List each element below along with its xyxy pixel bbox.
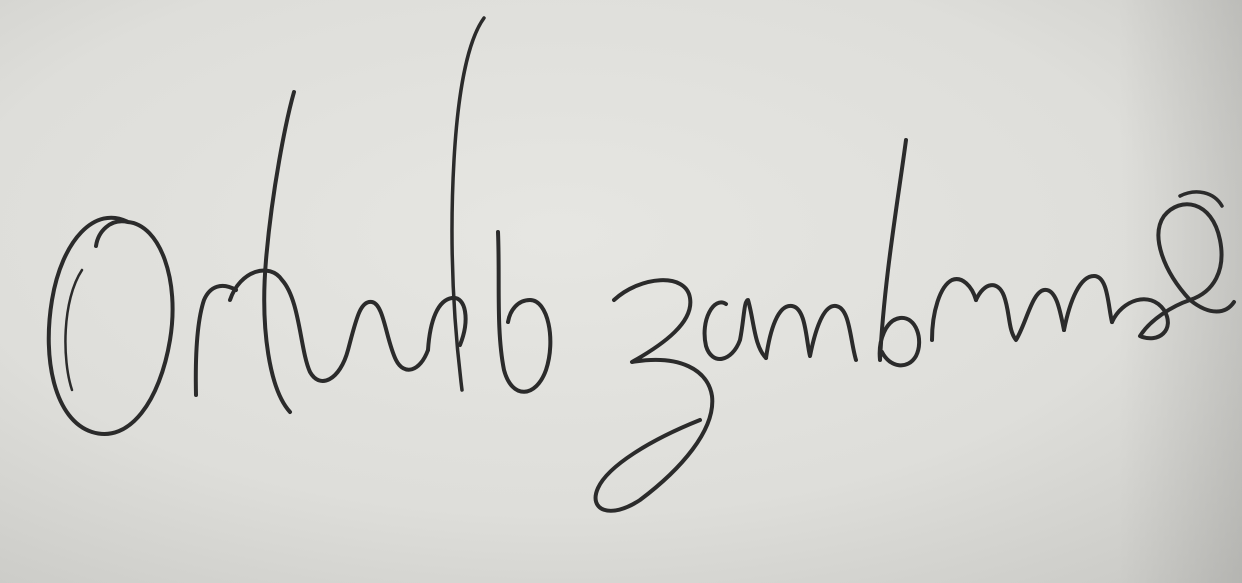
signature-stroke-o — [49, 218, 173, 434]
signature-stroke-b — [880, 140, 919, 365]
signature-stroke-an — [230, 270, 428, 380]
signature-stroke-center-ascender — [452, 18, 484, 390]
signature-stroke-a — [705, 300, 766, 359]
signature-stroke-z — [596, 280, 713, 511]
signature-stroke-o-inner — [65, 270, 82, 390]
signature-stroke-r — [196, 286, 236, 395]
signature-stroke-do — [428, 298, 466, 350]
signature-stroke-r2 — [932, 279, 976, 340]
signature-stroke-m — [766, 306, 856, 360]
signature-stroke-n — [1064, 276, 1112, 330]
signature-stroke-o-final — [1112, 204, 1234, 338]
signature-stroke-an2 — [976, 285, 1064, 340]
signature-stroke-o2 — [498, 232, 550, 392]
signature-stroke-l — [264, 92, 294, 412]
